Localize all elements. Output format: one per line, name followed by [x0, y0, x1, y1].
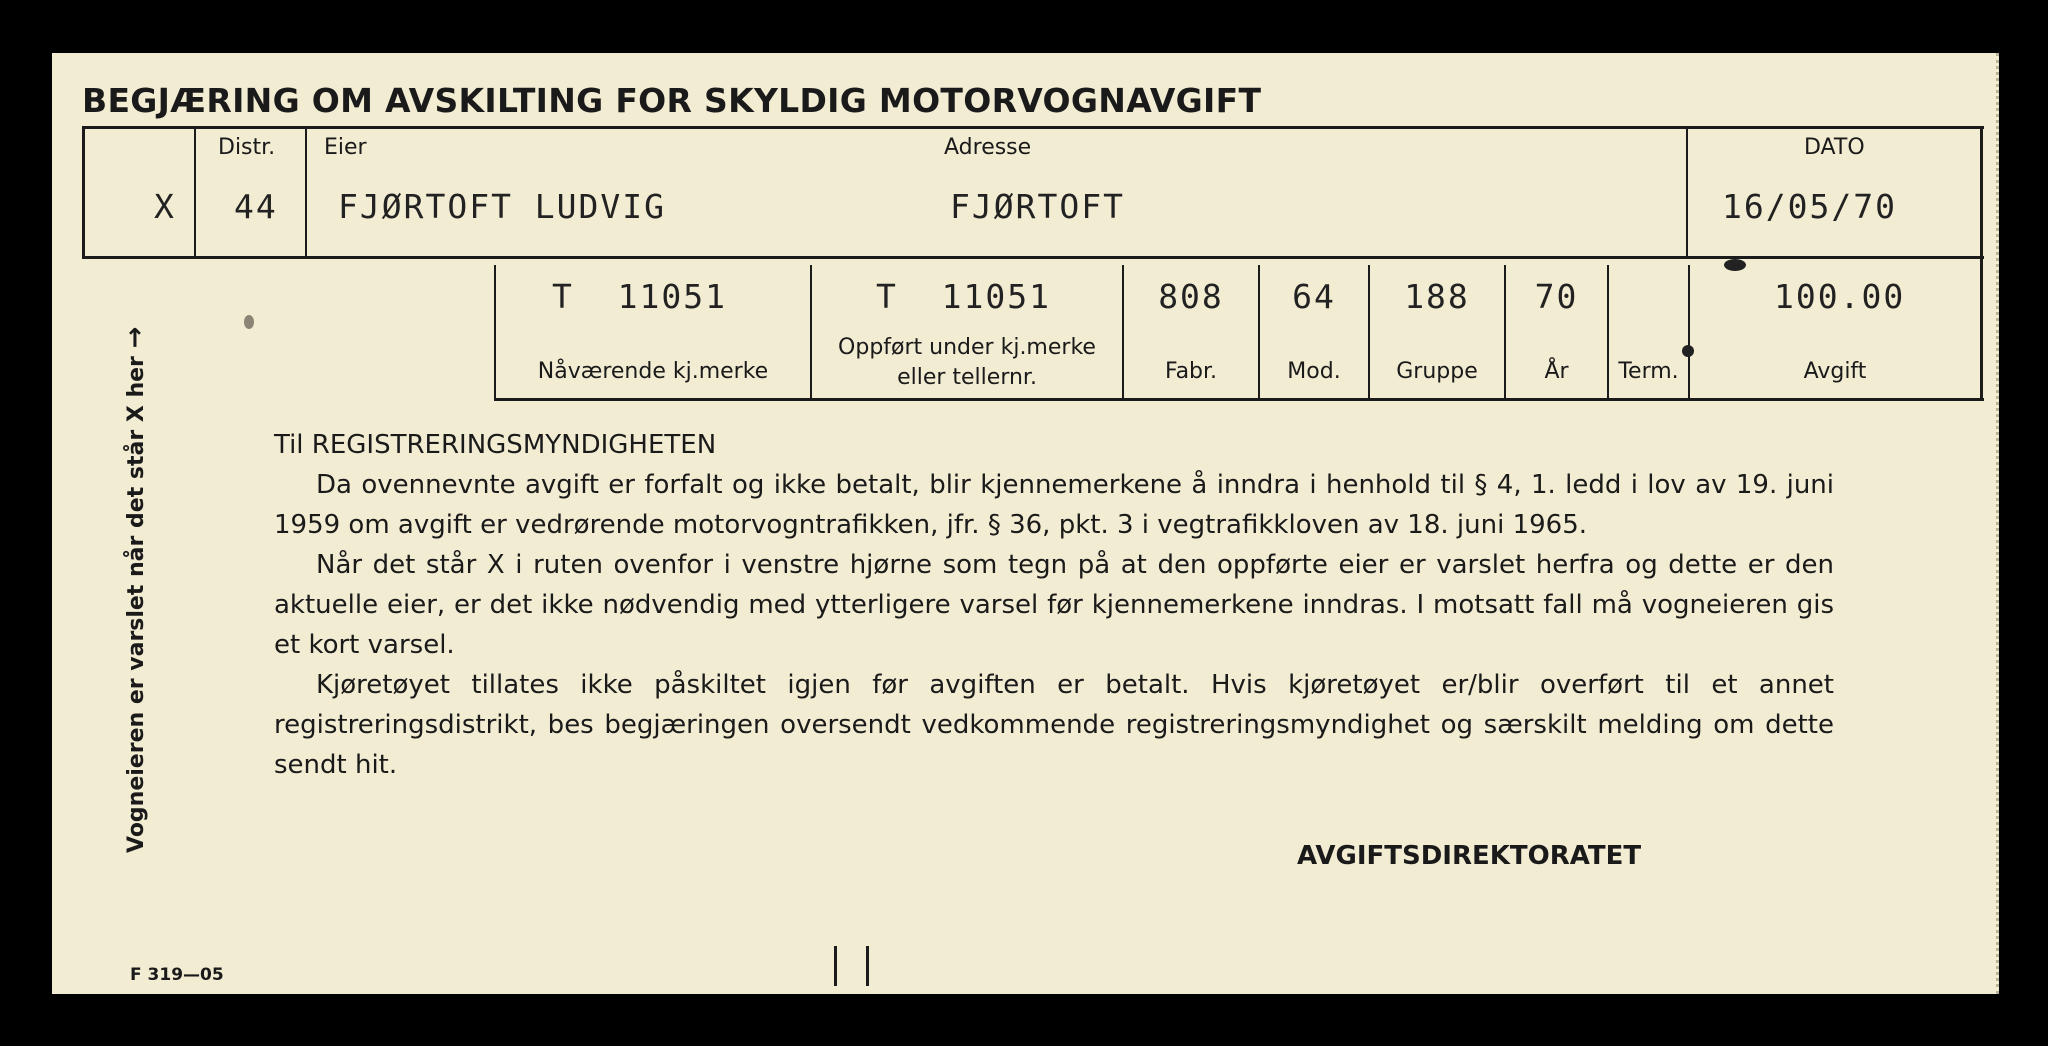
ar-value: 70: [1534, 277, 1579, 316]
divider-distr: [194, 126, 196, 259]
top-border: [82, 126, 1984, 129]
perforation-mark-right: [866, 946, 869, 986]
paragraph-2: Når det står X i ruten ovenfor i venstre hjørne som tegn på at den oppførte eier er varslet herfra og dette er den aktuelle eier, er det ikke nødvendig med ytterligere varsel før kjennemerkene inndras. I motsatt fall må vogneieren gis et kort varsel.: [274, 550, 1834, 660]
side-arrow: →: [120, 326, 150, 349]
signature: AVGIFTSDIREKTORATET: [1297, 841, 1642, 871]
form-title: BEGJÆRING OM AVSKILTING FOR SKYLDIG MOTORVOGNAVGIFT: [82, 81, 1262, 120]
distr-label: Distr.: [218, 135, 276, 160]
left-border: [82, 126, 85, 259]
gruppe-value: 188: [1404, 277, 1470, 316]
avgift-label: Avgift: [1803, 359, 1867, 384]
row2-bottom-border: [494, 398, 1984, 401]
mod-label: Mod.: [1287, 359, 1341, 384]
ar-label: År: [1544, 359, 1569, 384]
naavaerende-value: T 11051: [552, 277, 727, 316]
side-note: [120, 327, 150, 853]
body-text: [274, 425, 1834, 785]
recipient: Til REGISTRERINGSMYNDIGHETEN: [274, 430, 717, 460]
fabr-value: 808: [1158, 277, 1224, 316]
paragraph-3: Kjøretøyet tillates ikke påskiltet igjen før avgiften er betalt. Hvis kjøretøyet er/blir overført til et annet registreringsdistrikt, bes begjæringen oversendt vedkommende registreringsmyndighet og særskilt melding om dette sendt hit.: [274, 670, 1834, 780]
form-card: [52, 53, 1999, 994]
paragraph-1: Da ovennevnte avgift er forfalt og ikke betalt, blir kjennemerkene å inndra i henhold til § 4, 1. ledd i lov av 19. juni 1959 om avgift er vedrørende motorvogntrafikken, jfr. § 36, pkt. 3 i vegtrafikkloven av 18. juni 1965.: [274, 470, 1834, 540]
perforation-mark-left: [834, 946, 837, 986]
divider-dato: [1686, 126, 1688, 259]
eier-value: FJØRTOFT LUDVIG: [338, 187, 667, 226]
eier-label: Eier: [324, 135, 367, 160]
oppfort-label-2: eller tellernr.: [897, 365, 1037, 390]
distr-value: 44: [234, 187, 278, 226]
adresse-value: FJØRTOFT: [950, 187, 1125, 226]
fabr-label: Fabr.: [1164, 359, 1218, 384]
side-note-text: Vogneieren er varslet når det står X her: [124, 356, 149, 853]
right-border: [1980, 126, 1983, 398]
term-label: Term.: [1618, 359, 1679, 384]
oppfort-value: T 11051: [876, 277, 1051, 316]
adresse-label: Adresse: [944, 135, 1032, 160]
avgift-value: 100.00: [1774, 277, 1906, 316]
oppfort-label-1: Oppført under kj.merke: [838, 335, 1096, 360]
mod-value: 64: [1292, 277, 1336, 316]
gruppe-label: Gruppe: [1396, 359, 1478, 384]
mid-border: [82, 256, 1984, 259]
dato-label: DATO: [1804, 135, 1865, 160]
divider-eier: [305, 126, 307, 259]
ink-blot-bottom: [1682, 345, 1694, 357]
varsel-mark: X: [154, 187, 176, 226]
ink-spot: [244, 315, 254, 329]
ink-blot-top: [1724, 259, 1746, 271]
form-number: F 319—05: [130, 965, 224, 985]
dato-value: 16/05/70: [1722, 187, 1897, 226]
naavaerende-label: Nåværende kj.merke: [537, 359, 769, 384]
